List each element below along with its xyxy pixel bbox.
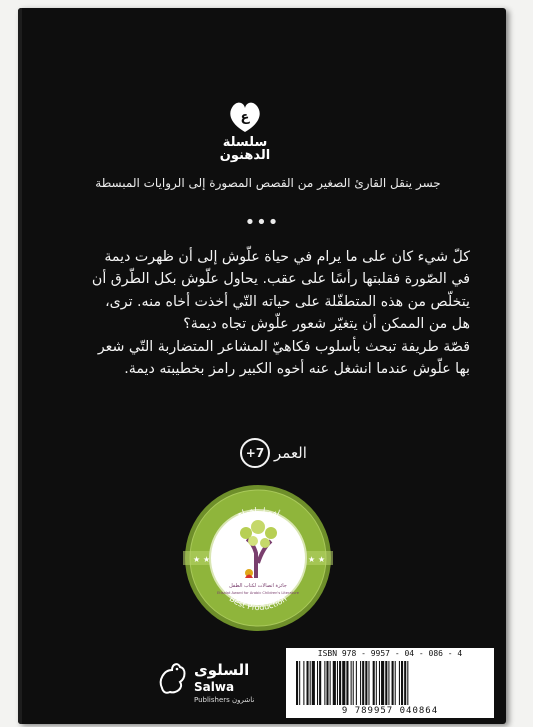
svg-text:★: ★ xyxy=(193,555,201,564)
award-year: 2017 xyxy=(250,596,266,603)
barcode-label xyxy=(286,648,494,718)
publisher-name-en: Salwa xyxy=(194,680,235,694)
award-bottom-label: Best Production xyxy=(227,594,289,613)
award-name-en: Etisalat Award for Arabic Children's Literature xyxy=(217,591,299,595)
section-separator: ••• xyxy=(244,212,280,233)
blurb-paragraph-1: كلّ شيء كان على ما يرام في حياة علّوش إلى أن ظهرت ديمة في الصّورة فقلبتها رأسًا على عقب. يحاول علّوش بكل الطّرق أن يتخلّص من هذه المتطفّلة على حياته التّي أخذت أخاه منه. ترى، هل من الممكن أن يتغيّر شعور علّوش تجاه ديمة؟ xyxy=(91,249,470,333)
svg-text:★: ★ xyxy=(308,555,316,564)
svg-text:ع: ع xyxy=(240,110,250,125)
publisher-name-ar: السلوى xyxy=(194,661,250,679)
bird-icon xyxy=(156,658,190,698)
series-name: سلسلة الدهنون xyxy=(219,135,271,163)
spine-edge xyxy=(18,8,22,724)
blurb-paragraph-2: قصّة طريفة تبحث بأسلوب فكاهيّ المشاعر المتضاربة التّي شعر بها علّوش عندما انشغل عنه أخوه الكبير رامز بخطيبته ديمة. xyxy=(97,338,470,378)
award-name-ar: جائزة اتصالات لكتاب الطفل xyxy=(229,583,287,589)
age-rating xyxy=(240,438,307,468)
barcode-digits: 9 789957 040864 xyxy=(341,706,439,716)
barcode-icon xyxy=(296,661,486,705)
award-top-label: أفضل إخراج xyxy=(235,505,281,520)
age-badge: +7 xyxy=(240,438,270,468)
book-blurb xyxy=(90,246,470,380)
age-label: العمر xyxy=(274,444,307,462)
publisher-subtitle: Publishers ناشرون xyxy=(194,696,255,704)
award-seal xyxy=(183,483,333,633)
isbn-text: ISBN 978 - 9957 - 04 - 086 - 4 xyxy=(317,649,463,658)
svg-text:★: ★ xyxy=(318,555,326,564)
svg-text:★: ★ xyxy=(203,555,211,564)
publisher-logo xyxy=(156,658,266,708)
series-tagline: جسر ينقل القارئ الصغير من القصص المصورة إلى الروايات المبسطة xyxy=(95,176,441,190)
book-back-cover xyxy=(18,8,506,724)
series-logo-icon xyxy=(225,96,265,136)
